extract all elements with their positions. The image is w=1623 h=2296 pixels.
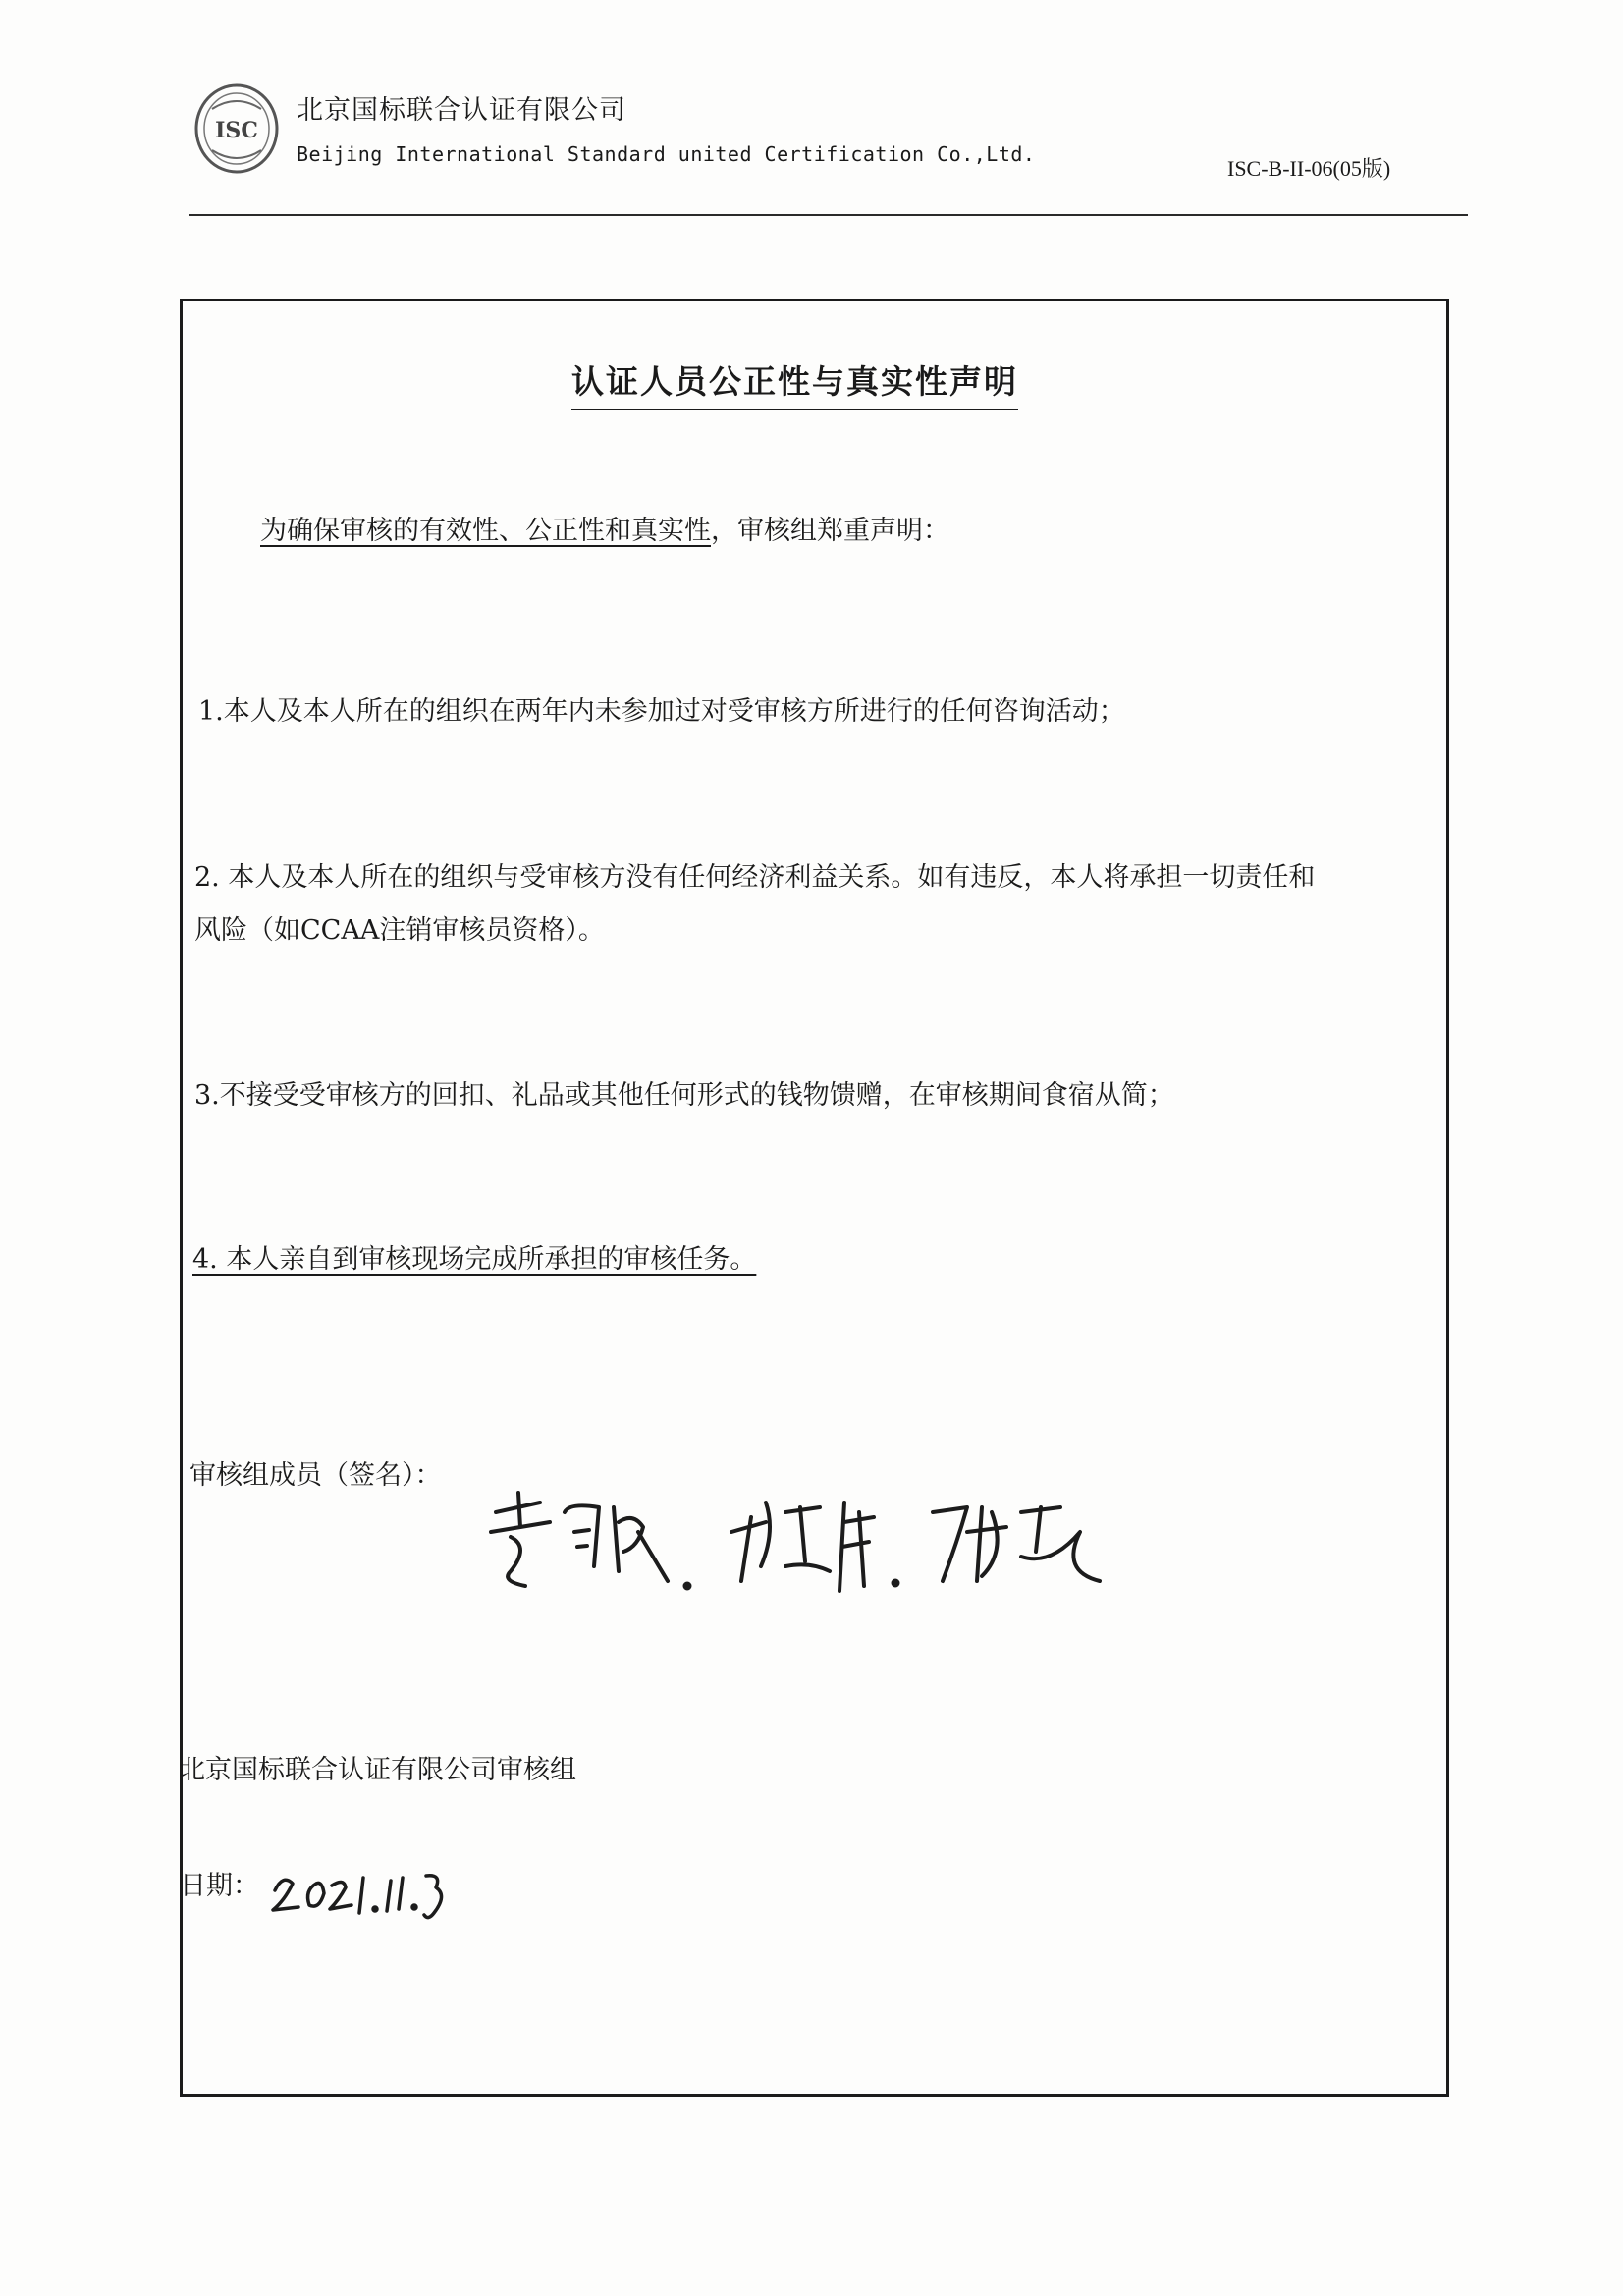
svg-text:ISC: ISC — [215, 118, 258, 143]
company-logo — [192, 82, 281, 176]
signature-label: 审核组成员（签名）： — [189, 1460, 442, 1491]
declaration-frame — [180, 299, 1449, 2097]
handwritten-date — [265, 1856, 461, 1925]
declaration-item-2-line-2: 风险（如CCAA注销审核员资格）。 — [194, 915, 605, 946]
handwritten-signatures — [471, 1473, 1178, 1601]
intro-rest: ，审核组郑重声明： — [711, 516, 949, 546]
company-name-cn: 北京国标联合认证有限公司 — [297, 95, 626, 126]
intro-underlined: 为确保审核的有效性、公正性和真实性 — [260, 516, 711, 546]
date-label: 日期： — [180, 1871, 259, 1901]
document-number: ISC-B-II-06(05版) — [1227, 156, 1391, 181]
document-title: 认证人员公正性与真实性声明 — [571, 356, 1018, 410]
declaration-item-4: 4. 本人亲自到审核现场完成所承担的审核任务。 — [192, 1244, 757, 1275]
declaration-item-3: 3.不接受受审核方的回扣、礼品或其他任何形式的钱物馈赠，在审核期间食宿从简； — [194, 1080, 1174, 1111]
audit-team-organization: 北京国标联合认证有限公司审核组 — [179, 1755, 576, 1785]
company-name-en: Beijing International Standard united Certification Co.,Ltd. — [297, 142, 1036, 166]
declaration-item-1: 1.本人及本人所在的组织在两年内未参加过对受审核方所进行的任何咨询活动； — [198, 696, 1125, 727]
declaration-item-2-line-1: 2. 本人及本人所在的组织与受审核方没有任何经济利益关系。如有违反，本人将承担一切责任和 — [194, 862, 1316, 893]
intro-paragraph — [260, 509, 949, 547]
header-divider — [189, 214, 1468, 216]
